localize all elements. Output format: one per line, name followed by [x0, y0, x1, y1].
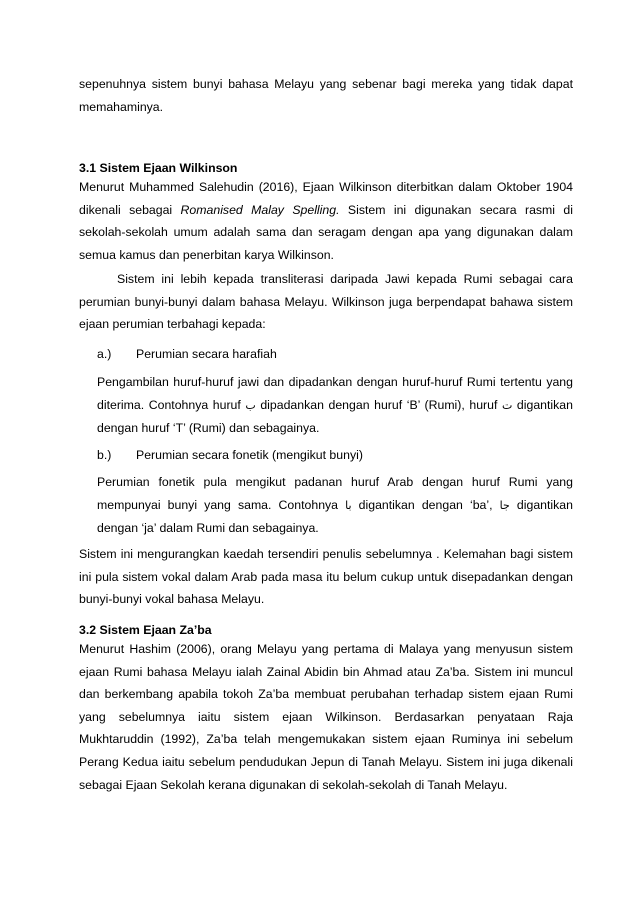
- item-a-text-3: digantikan dengan huruf ‘T’ (Rumi) dan sebagainya.: [97, 397, 573, 436]
- list-item-a-paragraph: [97, 371, 573, 440]
- item-a-text-1: Pengambilan huruf-huruf jawi dan dipadankan dengan huruf-huruf Rumi tertentu yang diterima. Contohnya huruf: [97, 375, 573, 412]
- list-marker-a: a.): [97, 347, 112, 361]
- section-3-1-p1-text-b: Sistem ini digunakan secara rasmi di sekolah-sekolah umum adalah sama dan seragam dengan apa yang digunakan dalam semua kamus dan penerbitan karya Wilkinson.: [79, 202, 573, 262]
- intro-paragraph: sepenuhnya sistem bunyi bahasa Melayu yang sebenar bagi mereka yang tidak dapat memahaminya.: [79, 77, 573, 114]
- section-3-1-paragraph-3: Sistem ini mengurangkan kaedah tersendiri penulis sebelumnya . Kelemahan bagi sistem ini pula sistem vokal dalam Arab pada masa itu belum cukup untuk disepadankan dengan bunyi-bunyi vokal bahasa Melayu.: [79, 547, 573, 607]
- arabic-syllable-ba: با: [345, 498, 352, 512]
- list-item-a-label: Perumian secara harafiah: [136, 347, 277, 361]
- section-3-1-paragraph-1: [79, 176, 573, 266]
- list-marker-b: b.): [97, 448, 112, 462]
- arabic-syllable-ja: جا: [499, 498, 510, 512]
- section-3-1-p1-text-a: Menurut Muhammed Salehudin (2016), Ejaan Wilkinson diterbitkan dalam Oktober 1904 dikenali sebagai: [79, 180, 573, 217]
- item-b-text-1: Perumian fonetik pula mengikut padanan huruf Arab dengan huruf Rumi yang mempunyai bunyi yang sama. Contohnya: [97, 475, 573, 512]
- item-a-text-2: dipadankan dengan huruf ‘B’ (Rumi), huruf: [255, 397, 502, 412]
- list-item-b-label: Perumian secara fonetik (mengikut bunyi): [136, 448, 363, 462]
- section-3-2-heading: 3.2 Sistem Ejaan Za’ba: [79, 623, 212, 637]
- arabic-letter-ba: ب: [245, 398, 256, 412]
- list-item-b-paragraph: [97, 471, 573, 540]
- item-b-text-3: digantikan dengan ‘ja’ dalam Rumi dan sebagainya.: [97, 497, 573, 536]
- romanised-malay-spelling-term: Romanised Malay Spelling.: [180, 202, 340, 217]
- item-b-text-2: digantikan dengan ‘ba’,: [351, 497, 500, 512]
- section-3-1-paragraph-2: Sistem ini lebih kepada transliterasi daripada Jawi kepada Rumi sebagai cara perumian bunyi-bunyi dalam bahasa Melayu. Wilkinson juga berpendapat bahawa sistem ejaan perumian terbahagi kepada:: [79, 272, 573, 332]
- section-3-2-paragraph-1: Menurut Hashim (2006), orang Melayu yang pertama di Malaya yang menyusun sistem ejaan Rumi bahasa Melayu ialah Zainal Abidin bin Ahmad atau Za’ba. Sistem ini muncul dan berkembang apabila tokoh Za’ba membuat perubahan terhadap sistem ejaan Rumi yang sebelumnya iaitu sistem ejaan Wilkinson. Berdasarkan penyataan Raja Mukhtaruddin (1992), Za’ba telah mengemukakan sistem ejaan Ruminya ini sebelum Perang Kedua iaitu sebelum pendudukan Jepun di Tanah Melayu. Sistem ini juga dikenali sebagai Ejaan Sekolah kerana digunakan di sekolah-sekolah di Tanah Melayu.: [79, 642, 573, 792]
- arabic-letter-ta: ت: [501, 398, 513, 412]
- section-3-1-heading: 3.1 Sistem Ejaan Wilkinson: [79, 161, 238, 175]
